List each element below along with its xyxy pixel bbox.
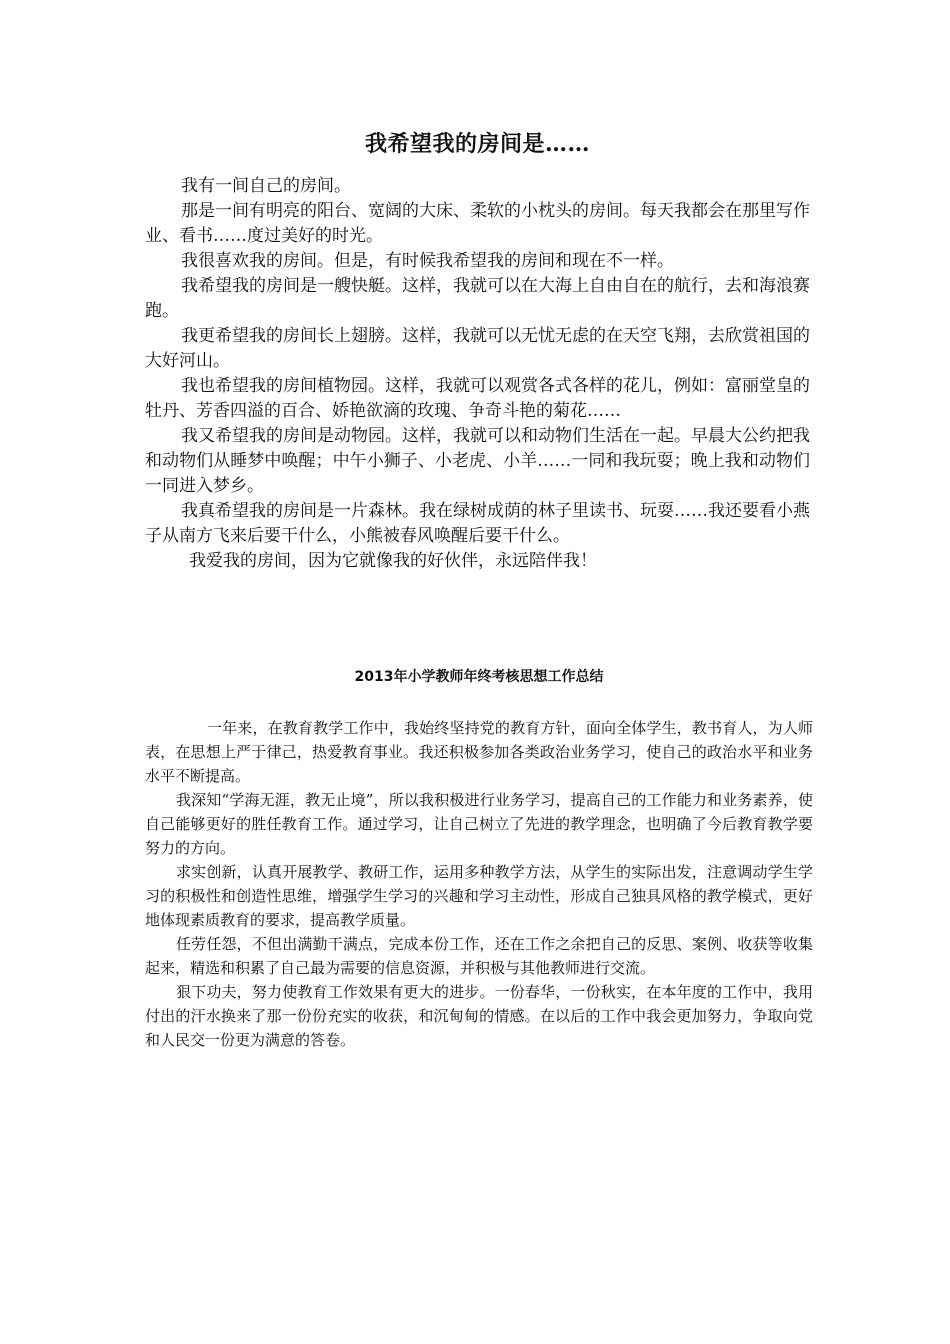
paragraph: 我爱我的房间，因为它就像我的好伙伴，永远陪伴我！ xyxy=(189,551,597,571)
paragraph: 我深知“学海无涯，教无止境”，所以我积极进行业务学习，提高自己的工作能力和业务素养，使自己能够更好的胜任教育工作。通过学习，让自己树立了先进的教学理念，也明确了今后教育教学要努力的方向。 xyxy=(145,791,813,857)
paragraph: 那是一间有明亮的阳台、宽阔的大床、柔软的小枕头的房间。每天我都会在那里写作业、看书……度过美好的时光。 xyxy=(145,201,810,246)
paragraph: 狠下功夫，努力使教育工作效果有更大的进步。一份春华，一份秋实，在本年度的工作中，我用付出的汗水换来了那一份份充实的收获，和沉甸甸的情感。在以后的工作中我会更加努力，争取向党和人民交一份更为满意的答卷。 xyxy=(145,983,813,1049)
essay-title: 我希望我的房间是…… xyxy=(364,131,590,157)
paragraph: 我更希望我的房间长上翅膀。这样，我就可以无忧无虑的在天空飞翔，去欣赏祖国的大好河山。 xyxy=(145,326,810,371)
paragraph: 我希望我的房间是一艘快艇。这样，我就可以在大海上自由自在的航行，去和海浪赛跑。 xyxy=(145,276,810,321)
paragraph: 我又希望我的房间是动物园。这样，我就可以和动物们生活在一起。早晨大公约把我和动物们从睡梦中唤醒；中午小狮子、小老虎、小羊……一同和我玩耍；晚上我和动物们一同进入梦乡。 xyxy=(145,426,810,496)
paragraph: 我很喜欢我的房间。但是，有时候我希望我的房间和现在不一样。 xyxy=(181,251,674,271)
paragraph: 我有一间自己的房间。 xyxy=(181,176,351,196)
paragraph: 我也希望我的房间植物园。这样，我就可以观赏各式各样的花儿，例如：富丽堂皇的牡丹、芳香四溢的百合、娇艳欲滴的玫瑰、争奇斗艳的菊花…… xyxy=(145,376,810,421)
essay-my-room xyxy=(145,128,810,574)
paragraph: 任劳任怨，不但出满勤干满点，完成本份工作，还在工作之余把自己的反思、案例、收获等收集起来，精选和积累了自己最为需要的信息资源，并积极与其他教师进行交流。 xyxy=(145,935,813,977)
essay-teacher-summary xyxy=(145,664,813,1052)
paragraph: 一年来，在教育教学工作中，我始终坚持党的教育方针，面向全体学生，教书育人，为人师表，在思想上严于律己，热爱教育事业。我还积极参加各类政治业务学习，使自己的政治水平和业务水平不断提高。 xyxy=(145,719,813,785)
paragraph: 我真希望我的房间是一片森林。我在绿树成荫的林子里读书、玩耍……我还要看小燕子从南方飞来后要干什么，小熊被春风唤醒后要干什么。 xyxy=(145,501,810,546)
essay-title: 2013年小学教师年终考核思想工作总结 xyxy=(354,669,604,685)
paragraph: 求实创新，认真开展教学、教研工作，运用多种教学方法，从学生的实际出发，注意调动学生学习的积极性和创造性思维，增强学生学习的兴趣和学习主动性，形成自己独具风格的教学模式，更好地体现素质教育的要求，提高教学质量。 xyxy=(145,863,813,929)
